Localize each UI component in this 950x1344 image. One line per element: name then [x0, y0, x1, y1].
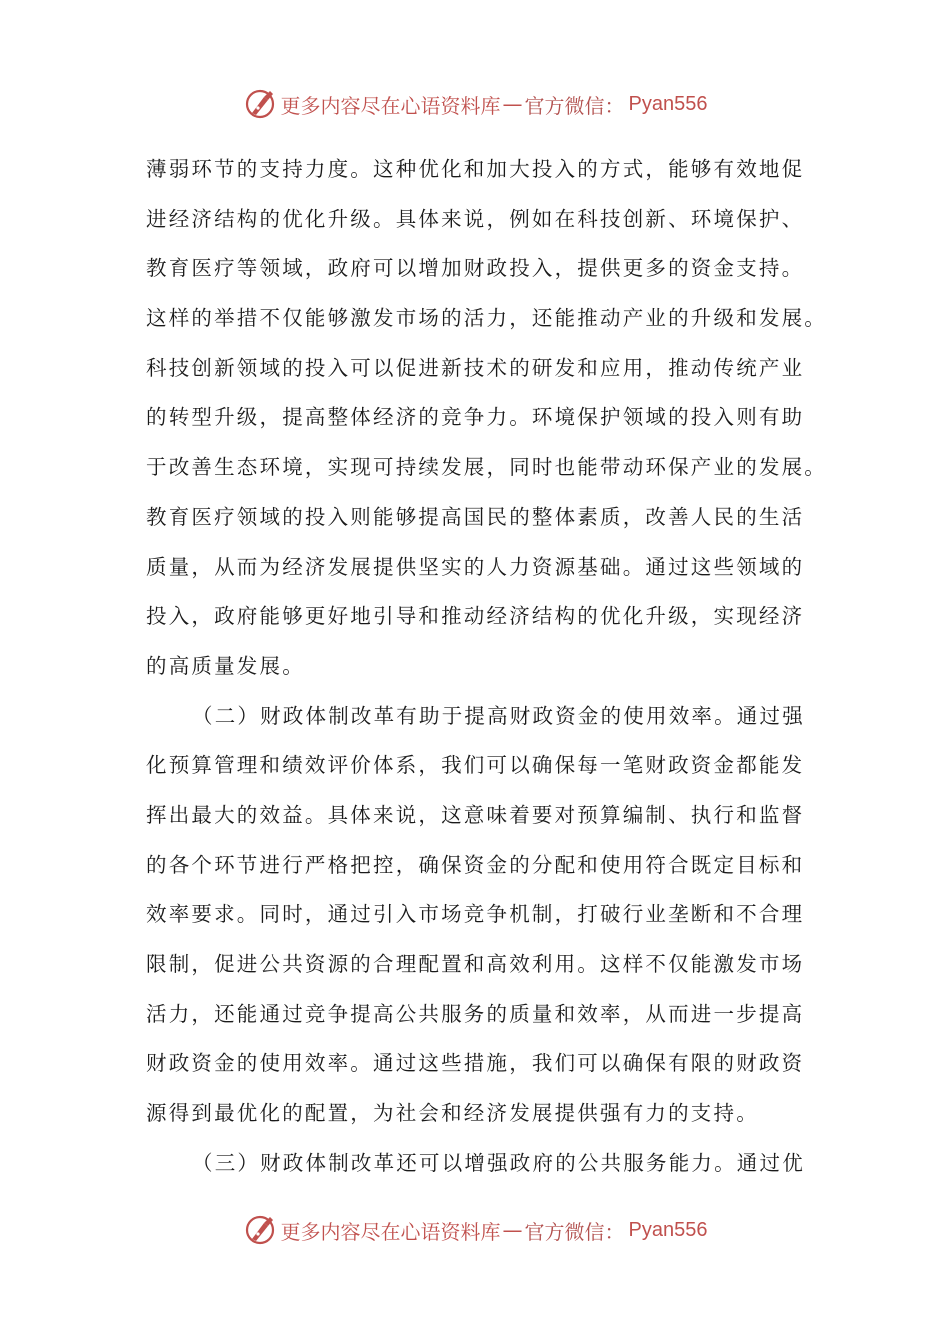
body-line: 化预算管理和绩效评价体系，我们可以确保每一笔财政资金都能发 [146, 753, 805, 778]
footer-wechat-id: Pyan556 [628, 1218, 708, 1241]
header-slogan: 更多内容尽在心语资料库 [280, 93, 501, 118]
footer-separator: — [502, 1218, 523, 1242]
body-line: 这样的举措不仅能够激发市场的活力，还能推动产业的升级和发展。 [146, 306, 827, 331]
body-line: 挥出最大的效益。具体来说，这意味着要对预算编制、执行和监督 [146, 802, 805, 827]
body-line: 源得到最优化的配置，为社会和经济发展提供强有力的支持。 [146, 1101, 759, 1126]
footer-banner [0, 1208, 950, 1252]
footer-wechat-label: 官方微信： [524, 1219, 625, 1244]
body-line: 限制，促进公共资源的合理配置和高效利用。这样不仅能激发市场 [146, 952, 805, 976]
pen-nib-circle-icon [243, 1213, 277, 1247]
body-line: 效率要求。同时，通过引入市场竞争机制，打破行业垄断和不合理 [146, 902, 805, 927]
header-wechat-id: Pyan556 [628, 92, 708, 115]
body-line: 质量，从而为经济发展提供坚实的人力资源基础。通过这些领域的 [146, 554, 805, 579]
body-line: 投入，政府能够更好地引导和推动经济结构的优化升级，实现经济 [146, 604, 805, 629]
document-body [146, 145, 826, 1188]
body-line: 薄弱环节的支持力度。这种优化和加大投入的方式，能够有效地促 [146, 157, 805, 181]
pen-nib-circle-icon [243, 87, 277, 121]
body-line: 的各个环节进行严格把控，确保资金的分配和使用符合既定目标和 [146, 852, 805, 877]
body-line: 活力，还能通过竞争提高公共服务的质量和效率，从而进一步提高 [146, 1001, 805, 1026]
body-line: 科技创新领域的投入可以促进新技术的研发和应用，推动传统产业 [146, 355, 805, 380]
body-line: 进经济结构的优化升级。具体来说，例如在科技创新、环境保护、 [146, 206, 805, 231]
footer-slogan: 更多内容尽在心语资料库 [280, 1219, 501, 1244]
body-line: 教育医疗等领域，政府可以增加财政投入，提供更多的资金支持。 [146, 256, 805, 281]
header-wechat-label: 官方微信： [524, 93, 625, 118]
body-line: 教育医疗领域的投入则能够提高国民的整体素质，改善人民的生活 [146, 504, 805, 529]
body-line: 的高质量发展。 [146, 653, 305, 678]
body-line: 财政资金的使用效率。通过这些措施，我们可以确保有限的财政资 [146, 1051, 805, 1076]
header-separator: — [502, 92, 523, 116]
body-line: 的转型升级，提高整体经济的竞争力。环境保护领域的投入则有助 [146, 405, 805, 430]
body-line: 于改善生态环境，实现可持续发展，同时也能带动环保产业的发展。 [146, 455, 827, 480]
paragraph-heading-line: （三）财政体制改革还可以增强政府的公共服务能力。通过优 [192, 1150, 805, 1175]
paragraph-heading-line: （二）财政体制改革有助于提高财政资金的使用效率。通过强 [192, 703, 805, 728]
header-banner [0, 82, 950, 126]
